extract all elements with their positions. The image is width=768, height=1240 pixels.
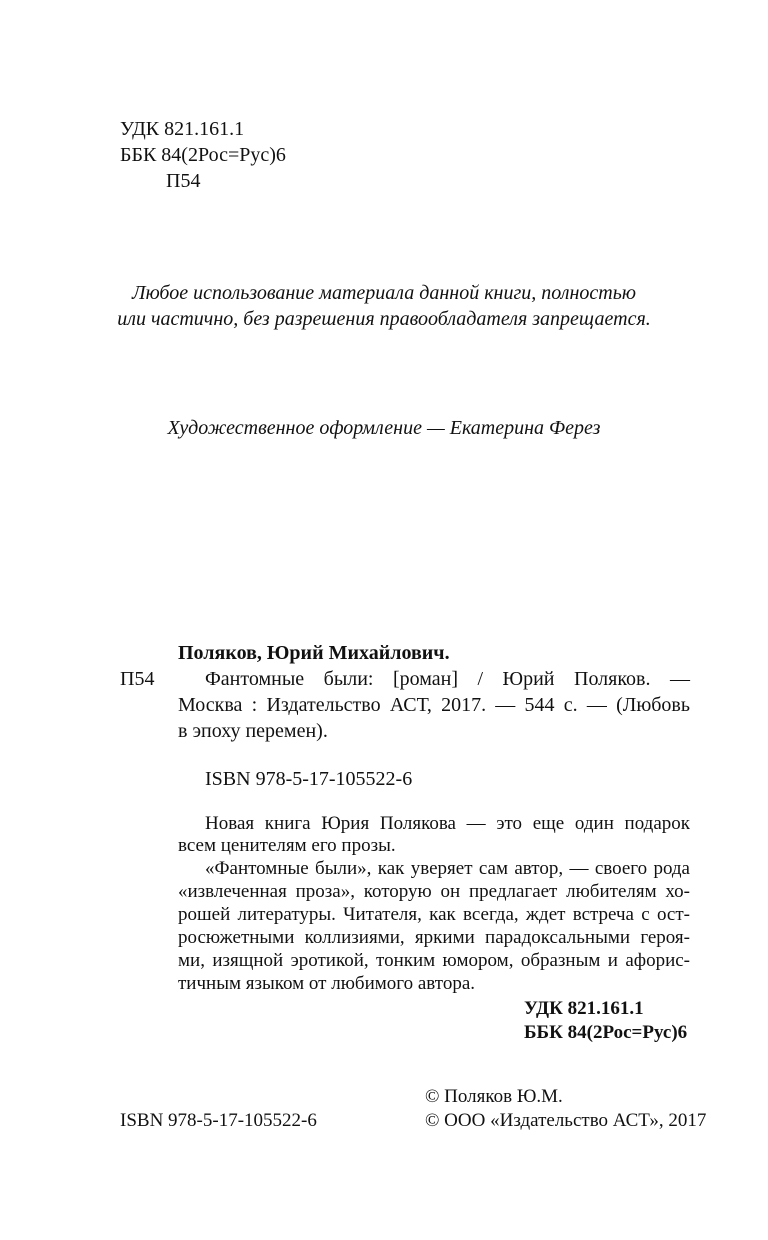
udk-top: УДК 821.161.1 <box>120 118 245 140</box>
bbk-top: ББК 84(2Рос=Рус)6 <box>120 144 286 166</box>
catalog-author: Поляков, Юрий Михайлович. <box>178 642 450 664</box>
footer-isbn: ISBN 978-5-17-105522-6 <box>120 1110 317 1131</box>
annotation-line-1: Новая книга Юрия Полякова — это еще один подарок <box>205 813 690 834</box>
design-credit: Художественное оформление — Екатерина Ферез <box>167 417 601 439</box>
annotation-line-3: «Фантомные были», как уверяет сам автор, — своего рода <box>205 858 690 879</box>
annotation-line-8: тичным языком от любимого автора. <box>178 973 475 994</box>
copyright-notice-line-1: Любое использование материала данной книги, полностью <box>132 282 636 304</box>
catalog-isbn: ISBN 978-5-17-105522-6 <box>205 768 413 790</box>
annotation-line-6: росюжетными коллизиями, яркими парадоксальными героя- <box>178 927 690 948</box>
annotation-line-2: всем ценителям его прозы. <box>178 835 396 856</box>
catalog-udk: УДК 821.161.1 <box>524 998 644 1019</box>
code-top: П54 <box>166 170 201 192</box>
annotation-line-7: ми, изящной эротикой, тонким юмором, образным и афорис- <box>178 950 690 971</box>
footer-copyright-publisher: © ООО «Издательство АСТ», 2017 <box>425 1110 707 1131</box>
catalog-description-line-1: Фантомные были: [роман] / Юрий Поляков. — <box>205 668 690 690</box>
copyright-notice-line-2: или частично, без разрешения правообладателя запрещается. <box>117 308 651 330</box>
annotation-line-4: «извлеченная проза», которую он предлагает любителям хо- <box>178 881 690 902</box>
annotation-line-5: рошей литературы. Читателя, как всегда, ждет встреча с ост- <box>178 904 690 925</box>
catalog-description-line-2: Москва : Издательство АСТ, 2017. — 544 с. — (Любовь <box>178 694 690 716</box>
catalog-bbk: ББК 84(2Рос=Рус)6 <box>524 1022 688 1043</box>
catalog-code: П54 <box>120 668 155 690</box>
catalog-description-line-3: в эпоху перемен). <box>178 720 328 742</box>
footer-copyright-author: © Поляков Ю.М. <box>425 1086 563 1107</box>
